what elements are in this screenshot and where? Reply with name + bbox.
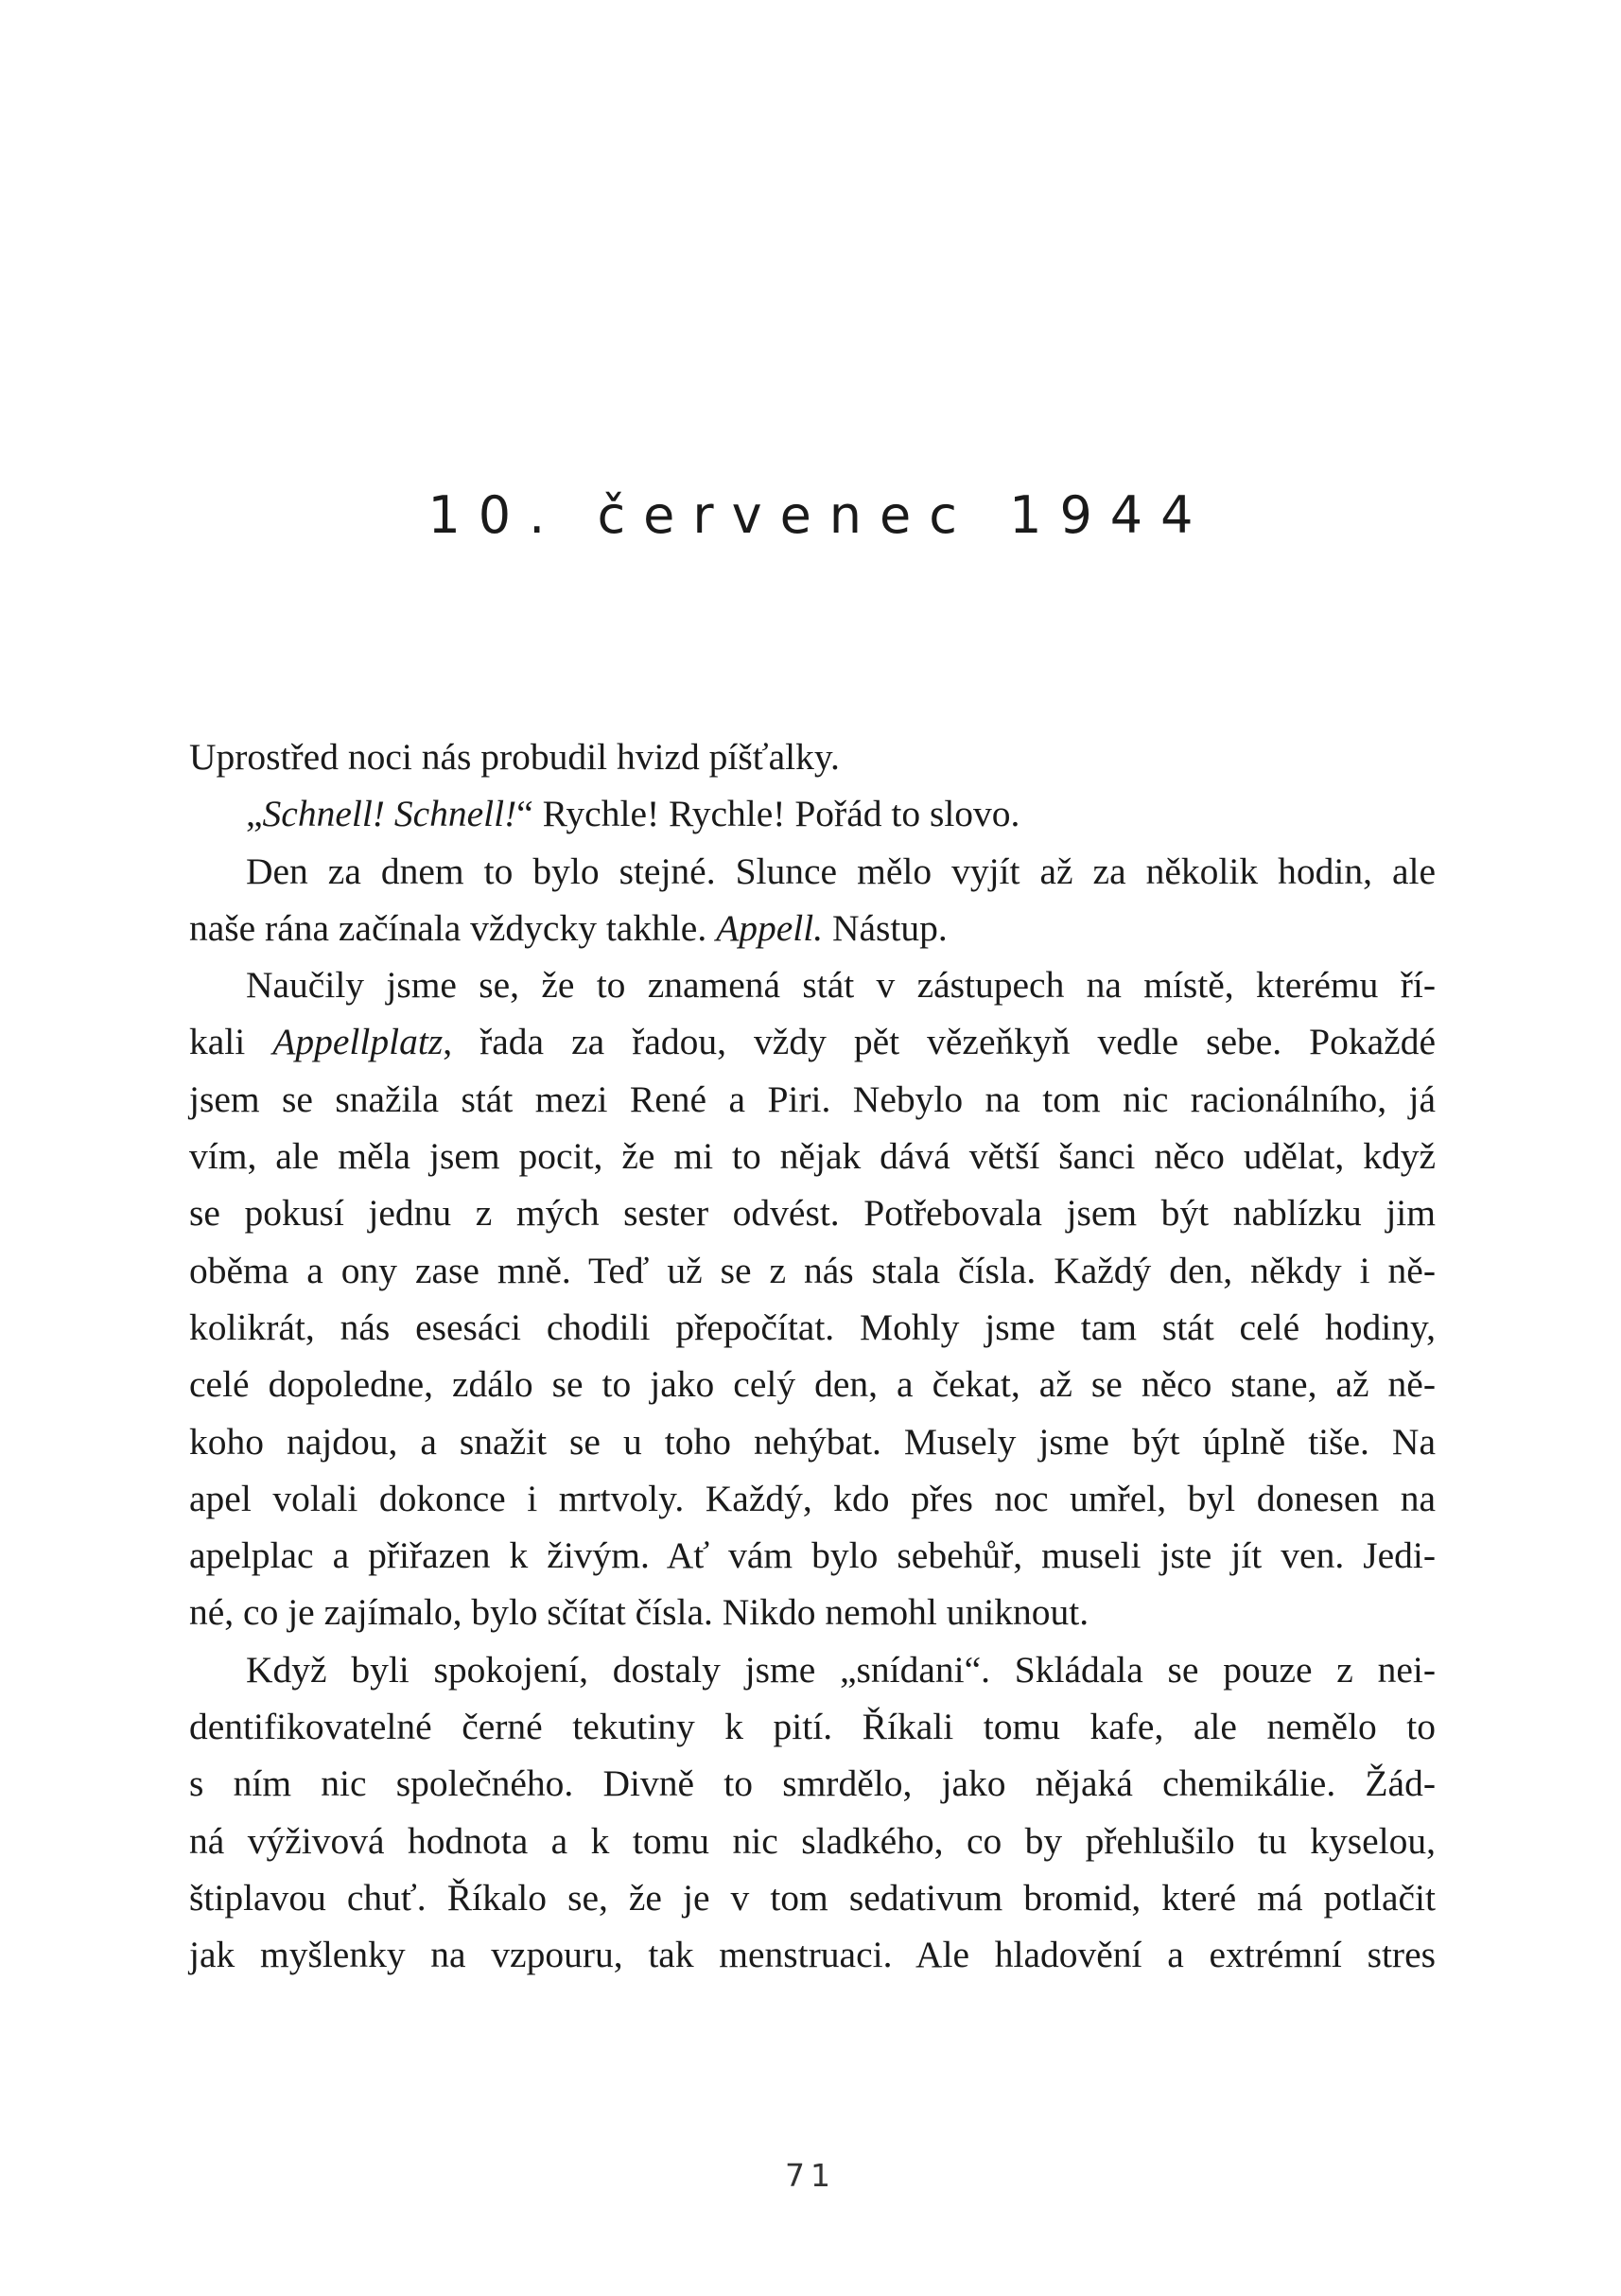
text-line (189, 1641, 1436, 1698)
text-segment: Uprostřed noci nás probudil hvizd píšťalky. (189, 736, 840, 778)
text-segment: celé dopoledne, zdálo se to jako celý den, a čekat, až se něco stane, až ně- (189, 1363, 1436, 1406)
text-segment: dentifikovatelné černé tekutiny k pití. Říkali tomu kafe, ale nemělo to (189, 1706, 1436, 1748)
page-number: 71 (785, 2157, 836, 2194)
text-line (189, 1869, 1436, 1926)
text-segment: štiplavou chuť. Říkalo se, že je v tom sedativum bromid, které má potlačit (189, 1876, 1436, 1919)
text-line (189, 1926, 1436, 1983)
text-segment: “ Rychle! Rychle! Pořád to slovo. (516, 793, 1020, 835)
text-segment: jak myšlenky na vzpouru, tak menstruaci. Ale hladovění a extrémní stres (189, 1934, 1436, 1976)
text-line (189, 1527, 1436, 1584)
text-line (189, 785, 1436, 842)
text-segment: apel volali dokonce i mrtvoly. Každý, kdo přes noc umřel, byl donesen na (189, 1477, 1436, 1519)
text-segment: Nástup. (823, 906, 948, 949)
text-segment: né, co je zajímalo, bylo sčítat čísla. Nikdo nemohl uniknout. (189, 1591, 1089, 1634)
text-segment: Den za dnem to bylo stejné. Slunce mělo vyjít až za několik hodin, ale (246, 850, 1436, 892)
text-segment: koho najdou, a snažit se u toho nehýbat. Musely jsme být úplně tiše. Na (189, 1420, 1436, 1463)
text-line (189, 1470, 1436, 1527)
text-line (189, 900, 1436, 956)
italic-text: Appell. (716, 906, 824, 949)
italic-text: Schnell! Schnell! (262, 793, 517, 835)
chapter-title: 10. červenec 1944 (427, 485, 1211, 545)
text-segment: oběma a ony zase mně. Teď už se z nás stala čísla. Každý den, někdy i ně- (189, 1249, 1436, 1291)
text-line (189, 1755, 1436, 1812)
text-line (189, 1356, 1436, 1412)
text-segment: kali (189, 1021, 273, 1063)
text-line (189, 1299, 1436, 1356)
text-segment: , řada za řadou, vždy pět vězeňkyň vedle sebe. Pokaždé (443, 1021, 1436, 1063)
text-segment: apelplac a přiřazen k živým. Ať vám bylo sebehůř, museli jste jít ven. Jedi- (189, 1534, 1436, 1577)
text-segment: kolikrát, nás esesáci chodili přepočítat. Mohly jsme tam stát celé hodiny, (189, 1306, 1436, 1348)
text-line (189, 1184, 1436, 1241)
text-segment: se pokusí jednu z mých sester odvést. Potřebovala jsem být nablízku jim (189, 1192, 1436, 1235)
text-line (189, 1813, 1436, 1869)
text-line (189, 1013, 1436, 1070)
text-line (189, 1128, 1436, 1184)
text-segment: naše rána začínala vždycky takhle. (189, 906, 717, 949)
text-segment: jsem se snažila stát mezi René a Piri. Nebylo na tom nic racionálního, já (189, 1078, 1436, 1120)
text-segment: Když byli spokojení, dostaly jsme „snídani“. Skládala se pouze z nei- (246, 1648, 1436, 1691)
text-line (189, 1071, 1436, 1128)
text-line (189, 843, 1436, 900)
text-line (189, 1242, 1436, 1299)
text-line (189, 1584, 1436, 1640)
text-segment: vím, ale měla jsem pocit, že mi to nějak dává větší šanci něco udělat, když (189, 1135, 1436, 1178)
italic-text: Appellplatz (272, 1021, 444, 1063)
text-segment: Naučily jsme se, že to znamená stát v zástupech na místě, kterému ří- (246, 964, 1436, 1007)
text-segment: ná výživová hodnota a k tomu nic sladkého, co by přehlušilo tu kyselou, (189, 1819, 1436, 1862)
text-segment: „ (246, 793, 263, 835)
text-line (189, 1413, 1436, 1470)
text-line (189, 956, 1436, 1013)
text-segment: s ním nic společného. Divně to smrdělo, jako nějaká chemikálie. Žád- (189, 1762, 1436, 1805)
text-line (189, 1698, 1436, 1755)
text-line (189, 728, 1436, 785)
body-text (189, 728, 1436, 1984)
